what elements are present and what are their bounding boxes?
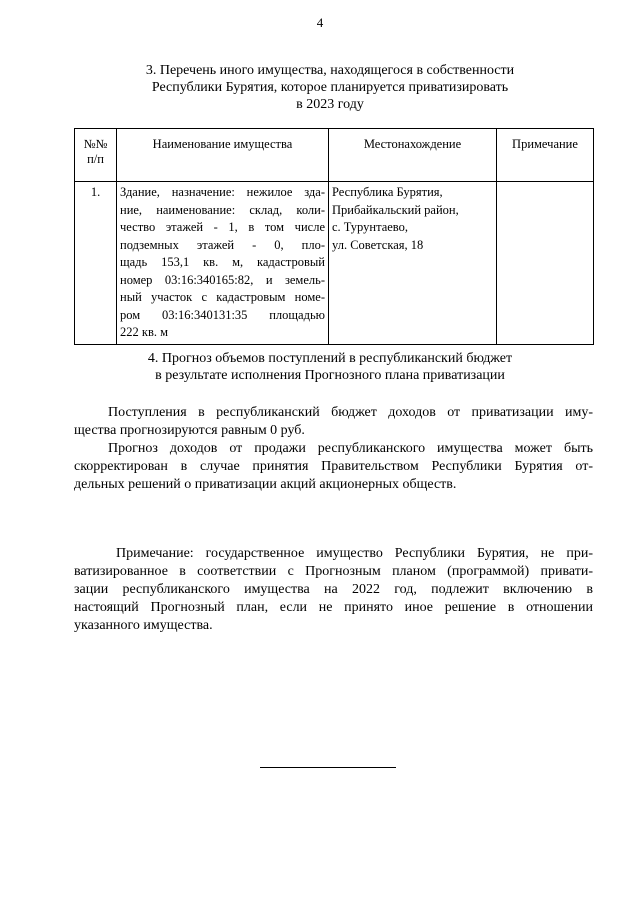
section-4-title — [80, 350, 580, 384]
row-note — [497, 182, 594, 345]
row-location — [329, 182, 497, 345]
header-note: Примечание — [497, 129, 594, 182]
section-3-title — [80, 62, 580, 113]
note-line: ватизированное в соответствии с Прогнозным планом (программой) привати- — [74, 564, 593, 579]
location-line: с. Турунтаево, — [332, 220, 408, 234]
title-line: в 2023 году — [296, 97, 364, 112]
header-num-line2: п/п — [87, 152, 104, 166]
paragraph-line: щества прогнозируются равным 0 руб. — [74, 423, 305, 438]
row-name — [117, 182, 329, 345]
location-line: Республика Бурятия, — [332, 185, 443, 199]
title-line: 3. Перечень иного имущества, находящегося в собственности — [145, 63, 515, 78]
name-line: 222 кв. м — [120, 325, 169, 339]
location-line: Прибайкальский район, — [332, 202, 459, 217]
title-line: Республики Бурятия, которое планируется приватизировать — [151, 80, 509, 95]
table-header-row — [75, 129, 594, 182]
table-row — [75, 182, 594, 345]
separator-line — [260, 767, 396, 768]
note-line: зации республиканского имущества на 2022 год, подлежит включению в — [74, 582, 593, 597]
paragraph-line: Поступления в республиканский бюджет доходов от приватизации иму- — [108, 405, 593, 420]
note-line: настоящий Прогнозный план, если не принято иное решение в отношении — [74, 600, 593, 615]
name-line: подземных этажей - 0, пло- — [120, 237, 325, 252]
note-line: указанного имущества. — [74, 618, 213, 633]
location-line: ул. Советская, 18 — [332, 237, 424, 252]
paragraph-forecast — [74, 440, 593, 494]
row-num: 1. — [75, 182, 117, 345]
name-line: щадь 153,1 кв. м, кадастровый — [120, 255, 325, 269]
header-num — [75, 129, 117, 182]
paragraph-line: скорректирован в случае принятия Правительством Республики Бурятия от- — [74, 459, 593, 474]
header-name: Наименование имущества — [117, 129, 329, 182]
paragraph-line: Прогноз доходов от продажи республиканского имущества может быть — [108, 441, 593, 456]
header-location: Местонахождение — [329, 129, 497, 182]
property-table — [74, 128, 594, 345]
name-line: ром 03:16:340131:35 площадью — [120, 307, 325, 322]
name-line: чество этажей - 1, в том числе — [120, 220, 325, 234]
name-line: ние, наименование: склад, коли- — [120, 202, 325, 217]
name-line: Здание, назначение: нежилое зда- — [120, 185, 325, 199]
note-line: Примечание: государственное имущество Республики Бурятия, не при- — [116, 546, 593, 561]
header-num-line1: №№ — [83, 137, 108, 151]
title-line: в результате исполнения Прогнозного плана приватизации — [155, 368, 505, 383]
title-line: 4. Прогноз объемов поступлений в республиканский бюджет — [147, 351, 513, 366]
paragraph-line: дельных решений о приватизации акций акционерных обществ. — [74, 477, 457, 492]
name-line: ный участок с кадастровым номе- — [120, 290, 325, 304]
note-paragraph — [74, 545, 593, 635]
paragraph-revenue — [74, 404, 593, 440]
name-line: номер 03:16:340165:82, и земель- — [120, 272, 325, 287]
page-number: 4 — [316, 15, 324, 30]
